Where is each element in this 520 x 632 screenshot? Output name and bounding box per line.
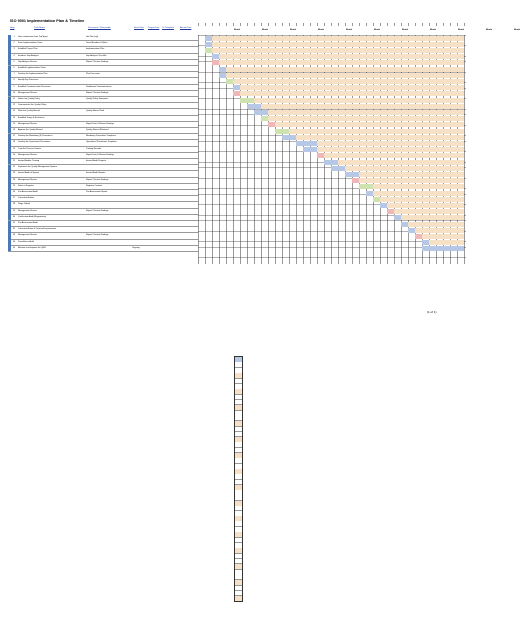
task-name: Write the Quality Manual — [18, 110, 40, 113]
gantt-cell — [247, 104, 260, 109]
step-number: 35 — [12, 246, 16, 249]
strip-cell — [235, 421, 242, 426]
month-label: Month — [262, 29, 268, 31]
strip-cell — [235, 437, 242, 442]
gantt-cell — [324, 160, 337, 165]
gantt-cell — [240, 85, 463, 90]
gantt-cell — [401, 215, 463, 220]
col-target: Target Date — [148, 27, 160, 29]
task-name: Gain commitment from Top Mgmt — [18, 36, 48, 38]
gantt-cell — [415, 234, 421, 239]
status: Ongoing — [132, 246, 140, 249]
gantt-cell — [422, 234, 463, 239]
task-name: Develop the Implementation Plan — [18, 73, 48, 76]
task-name: Establish Communication Processes — [18, 85, 51, 88]
step-number: 16 — [12, 129, 16, 131]
gantt-cell — [212, 54, 218, 59]
step-number: 19 — [12, 147, 16, 150]
step-number: 6 — [13, 67, 15, 69]
gantt-cell — [261, 116, 267, 121]
gantt-cell — [205, 42, 211, 47]
gantt-cell — [296, 135, 463, 140]
task-name: Establish Scope & Exclusions — [18, 116, 45, 119]
gantt-cell — [387, 209, 393, 214]
step-number: 5 — [13, 60, 15, 63]
gantt-cell — [317, 153, 323, 158]
step-number: 2 — [13, 42, 15, 45]
month-label: Month — [374, 29, 380, 31]
step-number: 12 — [12, 104, 16, 107]
task-name: Train the Process Owners — [18, 147, 42, 150]
task-name: Management Review — [18, 178, 37, 181]
gantt-cell — [219, 54, 463, 59]
col-start: Start Date — [134, 27, 144, 29]
deliverable: Report / Review Findings — [86, 178, 109, 181]
step-number: 34 — [12, 240, 16, 243]
step-number: 30 — [12, 215, 16, 218]
task-name: Maintain and Improve the QMS — [18, 246, 46, 249]
strip-cell — [235, 373, 242, 378]
gantt-cell — [359, 184, 372, 189]
phase-marker — [8, 97, 11, 133]
strip-cell — [235, 532, 242, 537]
gantt-cell — [408, 228, 414, 233]
gantt-cell — [212, 36, 463, 41]
gantt-cell — [254, 110, 267, 115]
gantt-cell — [268, 110, 463, 115]
gantt-cell — [394, 209, 463, 214]
step-number: 18 — [12, 141, 16, 144]
gantt-cell — [415, 228, 463, 233]
step-number: 3 — [13, 48, 15, 51]
strip-cell — [235, 357, 242, 362]
deliverable: Quality Policy Statement — [86, 98, 108, 100]
gantt-cell — [422, 240, 428, 245]
deliverable: Team Members & Roles — [86, 42, 108, 45]
strip-cell — [235, 564, 242, 569]
deliverable: Report Data & Review Findings — [86, 153, 114, 156]
phase-marker — [8, 221, 11, 251]
task-name: Management Review — [18, 209, 37, 212]
gantt-cell — [345, 166, 463, 171]
task-name: Stage 1 Audit — [18, 203, 30, 206]
gantt-cell — [324, 153, 463, 158]
step-number: 23 — [12, 172, 16, 175]
phase-marker — [8, 165, 11, 220]
gantt-cell — [212, 42, 463, 47]
month-label: Month — [514, 29, 520, 31]
gantt-cell — [240, 91, 463, 96]
column-headers — [8, 27, 198, 33]
strip-cell — [235, 405, 242, 410]
col-complete: % Complete — [162, 27, 174, 29]
task-name: Pre-Assessment Audit — [18, 191, 38, 193]
deliverable: Quality Manual Draft — [86, 110, 105, 113]
gantt-cell — [219, 73, 225, 78]
month-label: Month — [346, 29, 352, 31]
strip-cell — [235, 548, 242, 553]
col-output: Document / Deliverable — [88, 27, 111, 29]
task-name: Internal Auditor Training — [18, 160, 40, 162]
task-name: Select a Registrar — [18, 184, 34, 187]
timeline-grid — [198, 19, 520, 264]
gantt-cell — [380, 203, 386, 208]
page-number: (1 of 1) — [427, 310, 437, 314]
deliverable: Plan Document — [86, 73, 100, 76]
gantt-cell — [268, 122, 274, 127]
task-name: Identify Key Processes — [18, 79, 39, 82]
gantt-cell — [261, 104, 463, 109]
deliverable: Report / Review Findings — [86, 234, 109, 237]
gantt-cell — [233, 85, 239, 90]
deliverable: Get Plan (x/y) — [86, 36, 99, 38]
task-name: Corrective Action & Continual Improvement — [18, 228, 57, 231]
gantt-cell — [422, 246, 463, 251]
deliverable: Registrar Contract — [86, 184, 103, 187]
strip-cell — [235, 596, 242, 601]
gantt-cell — [366, 191, 372, 196]
gantt-cell — [394, 215, 400, 220]
deliverable: Report / Review Findings — [86, 209, 109, 212]
gantt-cell — [408, 222, 463, 227]
gantt-cell — [282, 135, 295, 140]
deliverable: Distribution Communications — [86, 85, 112, 88]
week-header-band — [198, 23, 466, 26]
month-label: Month — [430, 29, 436, 31]
deliverable: Report / Review Findings — [86, 60, 109, 63]
strip-cell — [235, 453, 242, 458]
gantt-cell — [373, 191, 463, 196]
task-name: Certification Audit (Registration) — [18, 215, 47, 218]
step-number: 15 — [12, 122, 16, 125]
gantt-cell — [289, 129, 463, 134]
strip-cell — [235, 516, 242, 521]
task-name: Develop the Operational Procedures — [18, 141, 51, 144]
step-number: 26 — [12, 191, 16, 193]
task-name: Corrective Actions — [18, 197, 35, 200]
step-number: 33 — [12, 234, 16, 237]
deliverable: Implementation Plan — [86, 48, 105, 51]
task-name: Communicate the Quality Policy — [18, 104, 47, 107]
gantt-cell — [226, 73, 463, 78]
deliverable: Mandatory Procedures Templates — [86, 135, 116, 138]
gantt-cell — [401, 222, 407, 227]
phase-marker — [8, 35, 11, 65]
phase-marker — [8, 66, 11, 96]
task-name: Establish Implementation Team — [18, 67, 46, 69]
task-name: Develop the Mandatory (6) Procedures — [18, 135, 53, 138]
deliverable: Report / Review Findings — [86, 91, 109, 94]
col-actual: Actual Date — [180, 27, 192, 29]
gantt-cell — [233, 79, 463, 84]
gantt-cell — [212, 60, 218, 65]
deliverable: Training Records — [86, 147, 102, 150]
gantt-cell — [275, 129, 288, 134]
gantt-cell — [317, 141, 463, 146]
gantt-cell — [338, 160, 463, 165]
task-name: Approve the Quality Manual — [18, 129, 43, 131]
step-number: 21 — [12, 160, 16, 162]
deliverable: Gap Analysis Checklist — [86, 54, 107, 57]
step-number: 22 — [12, 166, 16, 169]
gantt-cell — [219, 67, 225, 72]
task-name: Introduce Gap Analysis — [18, 54, 39, 57]
step-number: 27 — [12, 197, 16, 200]
gantt-cell — [317, 147, 463, 152]
gantt-cell — [275, 122, 463, 127]
gantt-cell — [240, 98, 253, 103]
col-step: Step — [10, 27, 15, 29]
month-label: Month — [458, 29, 464, 31]
gantt-cell — [254, 98, 463, 103]
gantt-cell — [331, 166, 344, 171]
deliverable: Pre-Assessment Report — [86, 191, 108, 193]
task-name: Gap Analysis Review — [18, 60, 37, 63]
gantt-cell — [233, 91, 239, 96]
narrow-column-strip — [234, 356, 243, 602]
strip-cell — [235, 580, 242, 585]
strip-cell — [235, 469, 242, 474]
gantt-cell — [219, 60, 463, 65]
step-number: 9 — [13, 85, 15, 88]
strip-cell — [235, 389, 242, 394]
gantt-cell — [359, 178, 463, 183]
step-number: 29 — [12, 209, 16, 212]
gantt-cell — [373, 197, 379, 202]
month-label: Month — [234, 29, 240, 31]
document-title: ISO 9001 Implementation Plan & Timeline — [10, 19, 85, 23]
task-name: Management Review — [18, 234, 37, 237]
deliverable: Internal Audit Reports — [86, 172, 106, 175]
deliverable: Quality Manual Released — [86, 129, 109, 131]
task-name: Form Implementation Team — [18, 42, 43, 45]
task-name: Management Review — [18, 91, 37, 94]
gantt-cell — [303, 147, 316, 152]
task-name: Surveillance Audit — [18, 240, 34, 243]
table-row — [8, 246, 198, 252]
task-name: Define the Quality Policy — [18, 98, 40, 100]
gantt-cell — [373, 184, 463, 189]
deliverable: Internal Audit Program — [86, 160, 106, 162]
task-name: Management Review — [18, 122, 37, 125]
deliverable: Report Data & Review Findings — [86, 122, 114, 125]
gantt-cell — [380, 197, 463, 202]
gantt-cell — [359, 172, 463, 177]
month-label: Month — [402, 29, 408, 31]
strip-cell — [235, 501, 242, 506]
step-number: 20 — [12, 153, 16, 156]
gantt-cell — [345, 172, 358, 177]
month-label: Month — [290, 29, 296, 31]
gantt-cell — [212, 48, 463, 53]
task-name: Implement the Quality Management System — [18, 166, 57, 169]
deliverable: Operational Procedures Templates — [86, 141, 117, 144]
gantt-cell — [205, 36, 211, 41]
step-number: 28 — [12, 203, 16, 206]
strip-cell — [235, 485, 242, 490]
step-number: 24 — [12, 178, 16, 181]
step-number: 31 — [12, 222, 16, 224]
step-number: 11 — [12, 98, 16, 100]
step-number: 25 — [12, 184, 16, 187]
task-name: Management Review — [18, 153, 37, 156]
gantt-cell — [296, 141, 316, 146]
step-number: 32 — [12, 228, 16, 231]
step-number: 8 — [13, 79, 15, 82]
gantt-cell — [205, 48, 211, 53]
gantt-cell — [387, 203, 463, 208]
step-number: 1 — [13, 36, 15, 38]
gantt-cell — [429, 240, 463, 245]
step-number: 17 — [12, 135, 16, 138]
step-number: 13 — [12, 110, 16, 113]
gantt-cell — [352, 178, 358, 183]
step-number: 14 — [12, 116, 16, 119]
gantt-cell — [268, 116, 463, 121]
col-task: Task Name — [34, 27, 45, 29]
spreadsheet-page — [8, 19, 520, 264]
step-number: 7 — [13, 73, 15, 76]
month-label: Month — [318, 29, 324, 31]
month-label: Month — [486, 29, 492, 31]
task-name: Internal Audit of System — [18, 172, 40, 175]
gantt-cell — [226, 79, 232, 84]
step-number: 10 — [12, 91, 16, 94]
step-number: 4 — [13, 54, 15, 57]
task-name: Pre-Assessment Audit — [18, 222, 38, 224]
task-name: Establish Project Plan — [18, 48, 38, 51]
phase-marker — [8, 134, 11, 164]
gantt-cell — [226, 67, 463, 72]
